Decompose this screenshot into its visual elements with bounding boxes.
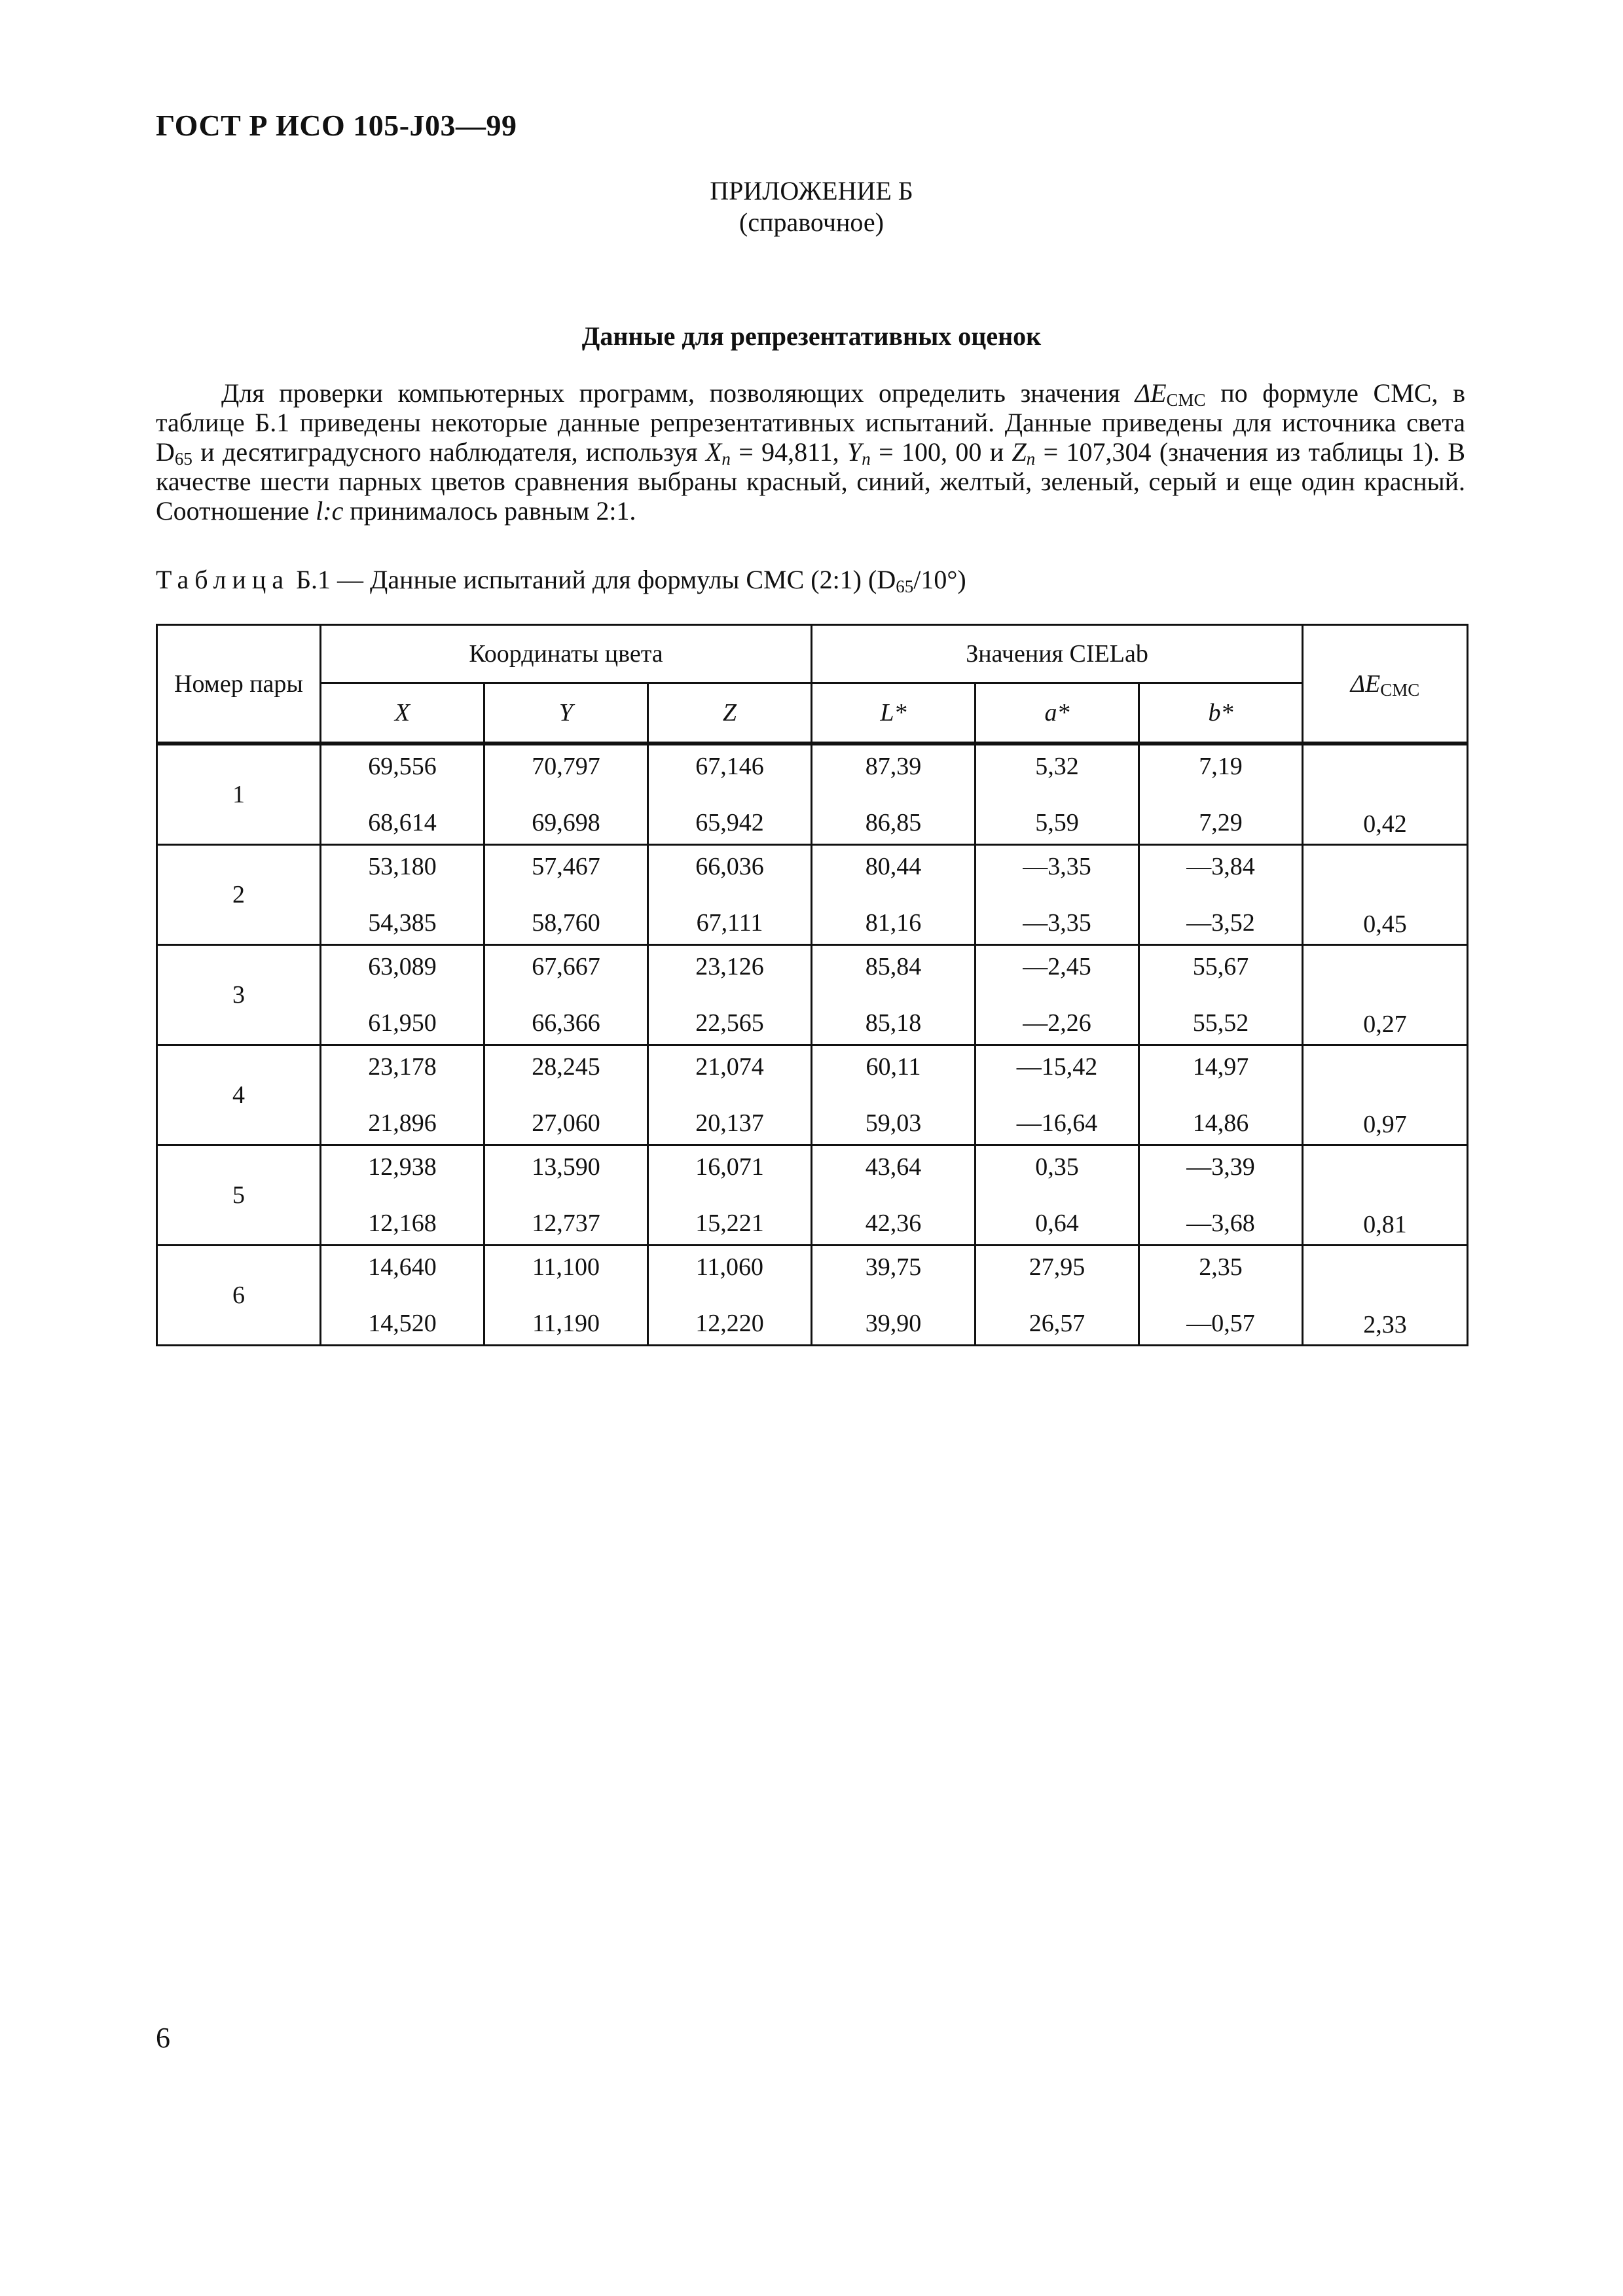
pair-number: 6 [157,1246,321,1346]
body-paragraph: Для проверки компьютерных программ, позволяющих определить значения $\Delta E_{CMC}$ по формуле СМС, в таблице Б.1 приведены некоторые данные репрезентативных испытаний. Данные приведены для источника света $D_{65}$ и десятиградусного наблюдателя, используя $X_n = 94,811$, $Y_n = 100$, 00 и $Z_n = 107,304$ (значения из таблицы 1). В качестве шести парных цветов сравнения выбраны красный, синий, желтый, зеленый, серый и еще один красный. Соотношение l:c принималось равным 2:1. [156,378,1465,526]
pair-number: 5 [157,1145,321,1246]
l-values: 39,75 39,90 [812,1246,976,1346]
pair-number: 4 [157,1045,321,1145]
b-values: 7,19 7,29 [1139,744,1303,845]
table-caption: Таблица Б.1 — Данные испытаний для формулы СМС (2:1) $(D_{65}/10^\circ)$ [156,565,966,596]
table-row [157,945,1468,1045]
header-cielab-values: Значения CIELab [812,625,1303,683]
z-values: 21,074 20,137 [648,1045,812,1145]
page-number: 6 [156,2022,170,2054]
appendix-subtitle: (справочное) [739,207,884,237]
table-row [157,845,1468,945]
header-z: Z [648,683,812,744]
header-b-star: b* [1139,683,1303,744]
l-values: 80,44 81,16 [812,845,976,945]
l-values: 85,84 85,18 [812,945,976,1045]
b-values: 2,35 —0,57 [1139,1246,1303,1346]
b-values: —3,84 —3,52 [1139,845,1303,945]
delta-e-value: 0,42 [1303,744,1468,845]
appendix-title: ПРИЛОЖЕНИЕ Б [710,176,913,206]
a-values: —2,45 —2,26 [976,945,1139,1045]
pair-number: 1 [157,744,321,845]
header-delta-e-cmc: $\Delta E_{CMC}$ [1303,625,1468,744]
table-row [157,744,1468,845]
y-values: 13,590 12,737 [484,1145,648,1246]
y-values: 70,797 69,698 [484,744,648,845]
a-values: —15,42 —16,64 [976,1045,1139,1145]
section-title: Данные для репрезентативных оценок [581,321,1042,351]
delta-e-value: 2,33 [1303,1246,1468,1346]
header-color-coordinates: Координаты цвета [321,625,812,683]
x-values: 53,180 54,385 [321,845,484,945]
header-pair-number: Номер пары [157,625,321,744]
pair-number: 2 [157,845,321,945]
x-values: 14,640 14,520 [321,1246,484,1346]
y-values: 67,667 66,366 [484,945,648,1045]
x-values: 23,178 21,896 [321,1045,484,1145]
y-values: 28,245 27,060 [484,1045,648,1145]
table-row [157,1045,1468,1145]
delta-e-value: 0,81 [1303,1145,1468,1246]
z-values: 23,126 22,565 [648,945,812,1045]
document-header: ГОСТ Р ИСО 105-J03—99 [156,109,517,142]
l-values: 43,64 42,36 [812,1145,976,1246]
header-l-star: L* [812,683,976,744]
b-values: 55,67 55,52 [1139,945,1303,1045]
z-values: 67,146 65,942 [648,744,812,845]
a-values: 5,32 5,59 [976,744,1139,845]
delta-e-value: 0,27 [1303,945,1468,1045]
header-y: Y [484,683,648,744]
z-values: 11,060 12,220 [648,1246,812,1346]
delta-e-value: 0,97 [1303,1045,1468,1145]
a-values: 27,95 26,57 [976,1246,1139,1346]
z-values: 16,071 15,221 [648,1145,812,1246]
appendix-heading [0,175,1623,238]
b-values: —3,39 —3,68 [1139,1145,1303,1246]
data-table [156,624,1468,1346]
y-values: 11,100 11,190 [484,1246,648,1346]
z-values: 66,036 67,111 [648,845,812,945]
l-values: 60,11 59,03 [812,1045,976,1145]
a-values: —3,35 —3,35 [976,845,1139,945]
y-values: 57,467 58,760 [484,845,648,945]
l-values: 87,39 86,85 [812,744,976,845]
header-a-star: a* [976,683,1139,744]
x-values: 69,556 68,614 [321,744,484,845]
a-values: 0,35 0,64 [976,1145,1139,1246]
x-values: 12,938 12,168 [321,1145,484,1246]
pair-number: 3 [157,945,321,1045]
b-values: 14,97 14,86 [1139,1045,1303,1145]
x-values: 63,089 61,950 [321,945,484,1045]
delta-e-value: 0,45 [1303,845,1468,945]
table-row [157,1145,1468,1246]
header-x: X [321,683,484,744]
table-row [157,1246,1468,1346]
